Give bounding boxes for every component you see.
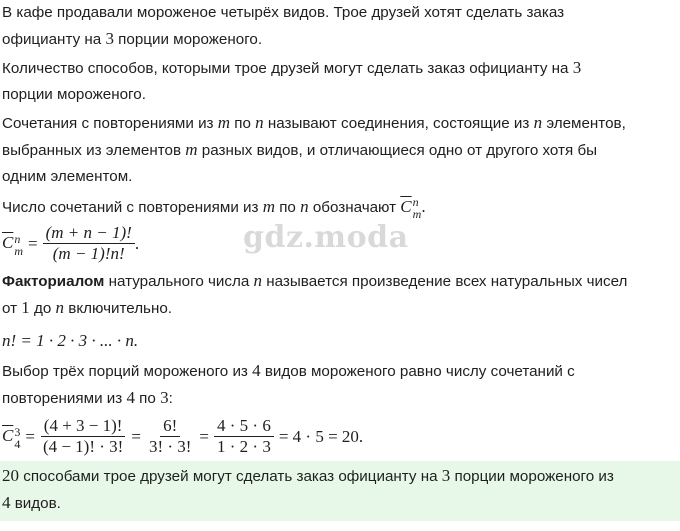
question-restatement: Количество способов, которыми трое друзей могут сделать заказ официанту на 3 порции мороженого. <box>2 58 582 103</box>
answer-box: 20 способами трое друзей могут сделать заказ официанту на 3 порции мороженого из 4 видов. <box>0 461 680 521</box>
calculation-formula: $\overline{C}$ 3 4 = $\frac{(4 + 3 - 1)!}{(4 - 1)! \cdot 3!}$ = $\frac{6!}{3! \cdot 3!}$ = $\frac{4 \cdot 5 \cdot 6}{1 \cdot 2 \cdot 3}$ = 4 · 5 = 20. <box>2 416 364 456</box>
factorial-formula: n! = 1 · 2 · 3 · ... · n. <box>2 331 139 350</box>
watermark: gdz.moda <box>243 220 409 255</box>
notation-sentence: Число сочетаний с повторениями из m по n обозначают $\overline{C}$ n m . <box>2 194 426 221</box>
definition-factorial: Факториалом натурального числа n называется произведение всех натуральных чисел от 1 до n включительно. <box>2 271 628 317</box>
combination-formula: $\overline{C}$ n m = $\frac{(m + n - 1)!}{(m - 1)!n!}$ . <box>2 223 140 263</box>
application-sentence: Выбор трёх порций мороженого из 4 видов мороженого равно числу сочетаний с повторениями из 4 по 3: <box>2 361 575 407</box>
combination-symbol: $\overline{C}$ n m <box>400 194 422 221</box>
definition-combinations: Сочетания с повторениями из m по n называют соединения, состоящие из n элементов, выбранных из элементов m разных видов, и отличающиеся одно от другого хотя бы одним элементом. <box>2 113 626 185</box>
problem-statement: В кафе продавали мороженое четырёх видов. Трое друзей хотят сделать заказ официанту на 3 порции мороженого. <box>2 4 565 48</box>
